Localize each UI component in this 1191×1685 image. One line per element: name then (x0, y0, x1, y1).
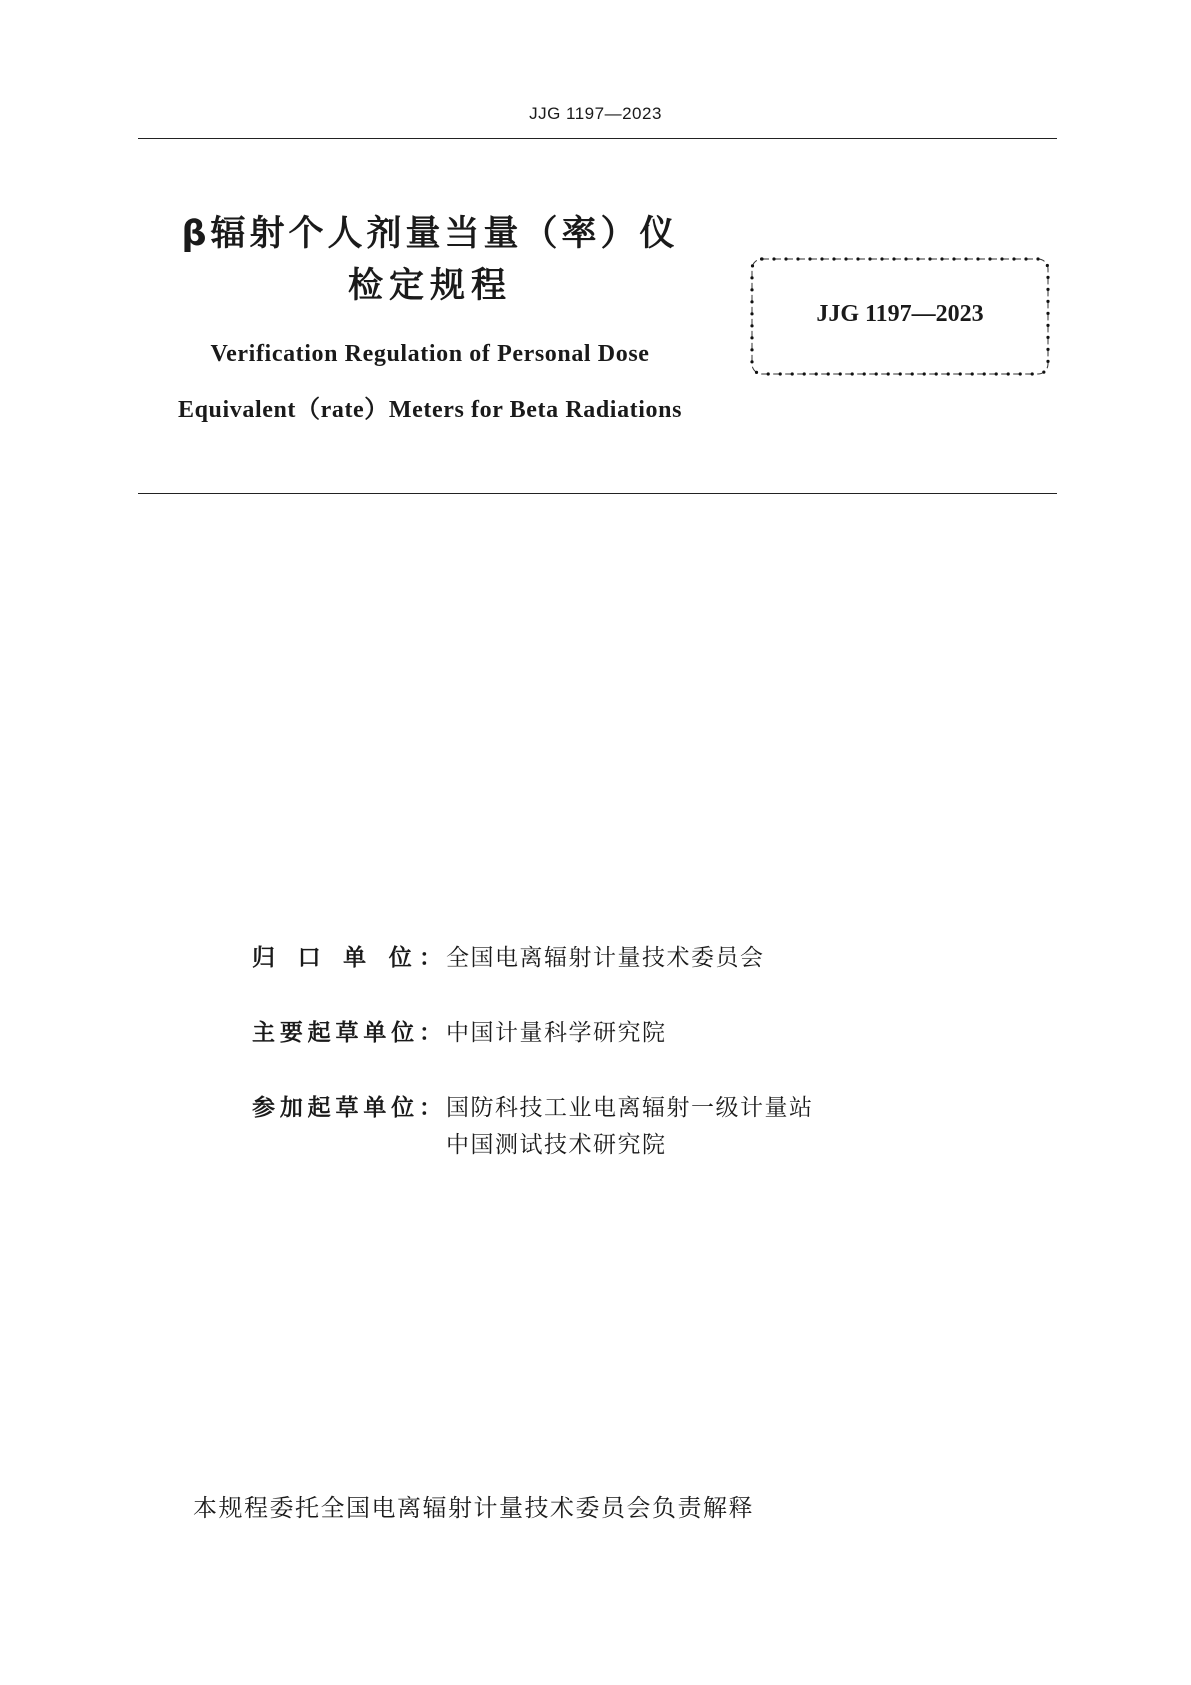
interpretation-note: 本规程委托全国电离辐射计量技术委员会负责解释 (193, 1494, 754, 1522)
title-divider (138, 493, 1057, 494)
main-drafting-unit-value: 中国计量科学研究院 (446, 1020, 667, 1046)
participating-drafting-unit-row (252, 1090, 952, 1164)
participating-drafting-unit-value-1: 国防科技工业电离辐射一级计量站 (446, 1095, 814, 1121)
participating-drafting-unit-values (446, 1090, 814, 1164)
english-title-line-1: Verification Regulation of Personal Dose (210, 341, 650, 367)
responsible-unit-values (446, 940, 765, 977)
responsible-unit-label: 归 口 单 位： (252, 945, 442, 971)
responsible-unit-value: 全国电离辐射计量技术委员会 (446, 945, 765, 971)
main-drafting-unit-row (252, 1015, 952, 1052)
main-drafting-unit-label: 主要起草单位： (252, 1020, 442, 1046)
title-block (130, 208, 730, 438)
header-standard-code: JJG 1197—2023 (529, 104, 662, 123)
standard-code: JJG 1197—2023 (816, 301, 984, 327)
main-drafting-unit-values (446, 1015, 667, 1052)
chinese-title-line-2: 检定规程 (347, 266, 512, 306)
chinese-title-line-1: β辐射个人剂量当量（率）仪 (181, 214, 679, 254)
participating-drafting-unit-label: 参加起草单位： (252, 1095, 442, 1121)
english-title-line-2: Equivalent（rate）Meters for Beta Radiations (177, 397, 683, 423)
header-divider (138, 138, 1057, 139)
standard-code-box (748, 255, 1052, 378)
participating-drafting-unit-value-2: 中国测试技术研究院 (446, 1132, 667, 1158)
responsible-unit-row (252, 940, 952, 977)
drafting-units (252, 940, 952, 1202)
